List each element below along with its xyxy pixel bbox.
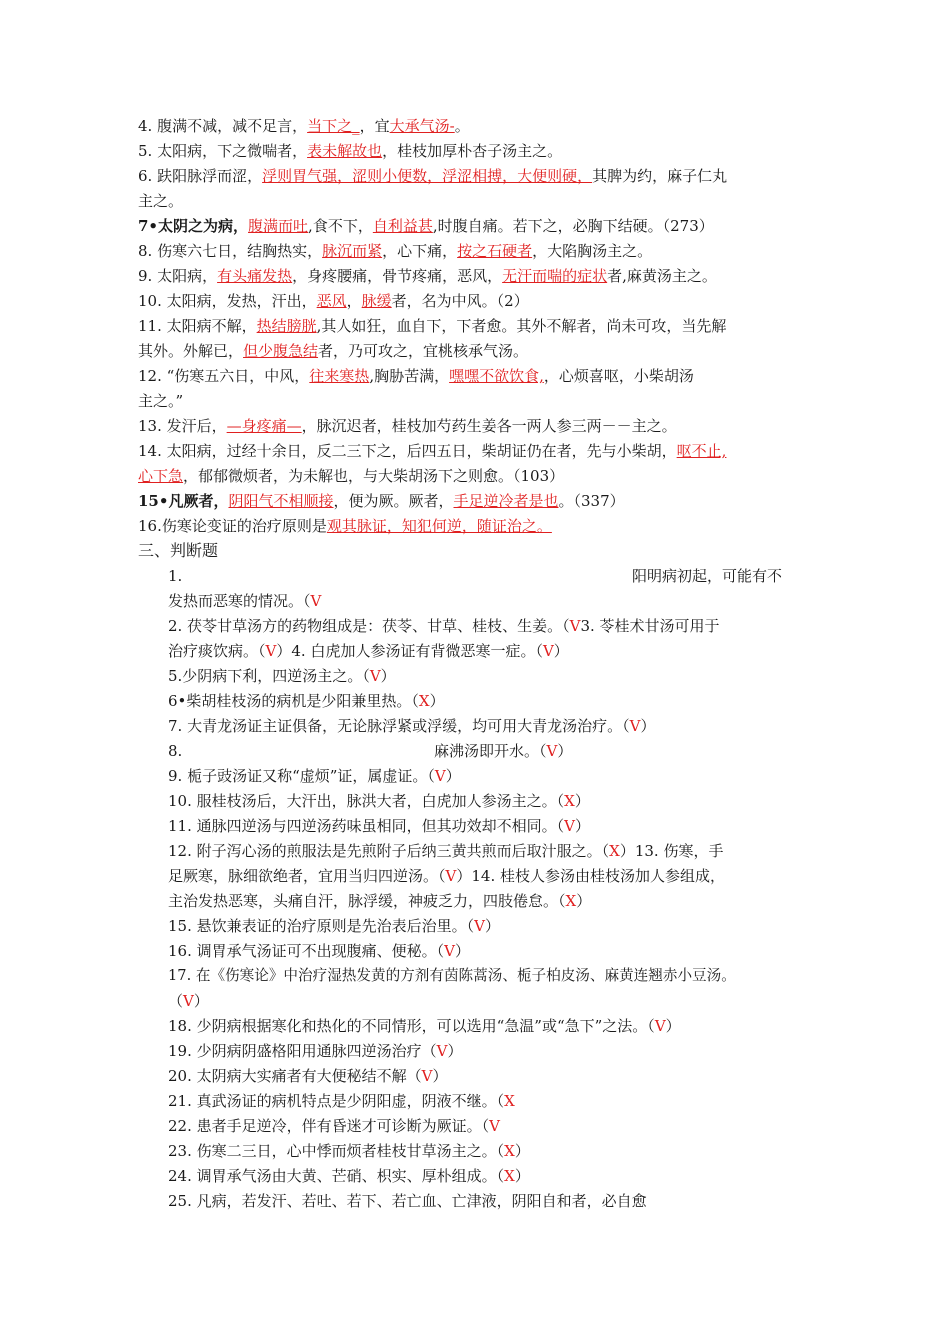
judge-j23: 23. 伤寒二三日，心中悸而烦者桂枝甘草汤主之。（X） [168,1142,530,1160]
fill-q8: 8. 伤寒六七日，结胸热实，脉沉而紧，心下痛，按之石硬者，大陷胸汤主之。 [138,242,653,260]
true-mark: V [436,1042,448,1060]
fill-q13: 13. 发汗后，—身疼痛—，脉沉迟者，桂枝加芍药生姜各一两人参三两－－主之。 [138,417,677,435]
fill-q14-line2: 心下急，郁郁微烦者，为未解也，与大柴胡汤下之则愈。（103） [138,467,565,485]
judge-j7: 7. 大青龙汤证主证俱备，无论脉浮紧或浮缓，均可用大青龙汤治疗。（V） [168,717,656,735]
judge-j5: 5.少阴病下利，四逆汤主之。（V） [168,667,396,685]
judge-j21: 21. 真武汤证的病机特点是少阴阳虚，阴液不继。（X [168,1092,515,1110]
judge-j24: 24. 调胃承气汤由大黄、芒硝、枳实、厚朴组成。（X） [168,1167,530,1185]
fill-q16: 16.伤寒论变证的治疗原则是观其脉证，知犯何逆，随证治之。 [138,517,552,535]
judge-j11: 11. 通脉四逆汤与四逆汤药味虽相同，但其功效却不相同。（V） [168,817,590,835]
answer: 当下之_ [307,117,360,135]
answer: 大承气汤- [389,117,455,135]
judge-j8-num: 8. [168,742,183,760]
judge-j22: 22. 患者手足逆冷，伴有昏迷才可诊断为厥证。（V [168,1117,500,1135]
answer: 往来寒热 [309,367,370,385]
judge-j20: 20. 太阴病大实痛者有大便秘结不解（V） [168,1067,448,1085]
answer: 按之石硬者 [457,242,533,260]
judge-j1-line1: 1. [168,567,183,585]
judge-j1-line1-right: 阳明病初起，可能有不 [632,567,783,585]
true-mark: V [369,667,381,685]
false-mark: X [609,842,620,860]
answer: 腹满而吐 [248,217,309,235]
judge-j1-line2: 发热而恶寒的情况。（V [168,592,322,610]
true-mark: V [434,767,446,785]
judge-j12-line3: 主治发热恶寒，头痛自汗，脉浮缓，神疲乏力，四肢倦怠。（X） [168,892,592,910]
fill-q12-line1: 12. “伤寒五六日，中风，往来寒热,胸胁苦满，嘿嘿不欲饮食,，心烦喜呕，小柴胡汤 [138,367,694,385]
fill-q7: 7•太阴之为病，腹满而吐,食不下，自利益甚,时腹自痛。若下之，必胸下结硬。（273） [138,217,714,235]
answer: 但少腹急结 [243,342,319,360]
answer: 恶风 [316,292,347,310]
answer: 嘿嘿不欲饮食, [449,367,544,385]
false-mark: X [418,692,430,710]
true-mark: V [474,917,485,935]
true-mark: V [444,942,455,960]
judge-j19: 19. 少阴病阴盛格阳用通脉四逆汤治疗（V） [168,1042,463,1060]
true-mark: V [564,817,575,835]
answer: —身疼痛— [226,417,302,435]
answer: 有头痛发热 [217,267,293,285]
true-mark: V [569,617,581,635]
fill-q15: 15•凡厥者，阴阳气不相顺接，便为厥。厥者，手足逆冷者是也。（337） [138,492,625,510]
judge-j6: 6•柴胡桂枝汤的病机是少阳兼里热。（X） [168,692,445,710]
fill-q4: 4. 腹满不减，减不足言，当下之_，宜大承气汤-。 [138,117,470,135]
answer: 无汗而喘的症状 [502,267,608,285]
judge-j15: 15. 悬饮兼表证的治疗原则是先治表后治里。（V） [168,917,500,935]
judge-j25: 25. 凡病，若发汗、若吐、若下、若亡血、亡津液，阴阳自和者，必自愈 [168,1192,647,1210]
false-mark: X [504,1092,515,1110]
false-mark: X [565,892,577,910]
true-mark: V [445,867,457,885]
judge-j9: 9. 栀子豉汤证又称“虚烦”证，属虚证。（V） [168,767,461,785]
judge-j12-line2: 足厥寒，脉细欲绝者，宜用当归四逆汤。（V）14. 桂枝人参汤由桂枝汤加人参组成， [168,867,725,885]
true-mark: V [654,1017,666,1035]
answer: 浮则胃气强，涩则小便数，浮涩相搏，大便则硬， [262,167,593,185]
judge-j18: 18. 少阴病根据寒化和热化的不同情形，可以选用“急温”或“急下”之法。（V） [168,1017,681,1035]
answer: 脉沉而紧 [322,242,383,260]
answer: 阴阳气不相顺接 [228,492,334,510]
true-mark: V [310,592,322,610]
judge-j17-line2: （V） [168,992,209,1010]
false-mark: X [504,1142,515,1160]
fill-q11-line2: 其外。外解已，但少腹急结者，乃可攻之，宜桃核承气汤。 [138,342,529,360]
answer: 热结膀胱 [256,317,317,335]
answer: 呕不止, [676,442,727,460]
fill-q11-line1: 11. 太阳病不解，热结膀胱,其人如狂，血自下，下者愈。其外不解者，尚未可攻，当先解 [138,317,727,335]
judge-j8: 麻沸汤即开水。（V） [434,742,573,760]
answer: 手足逆冷者是也 [453,492,559,510]
section-title: 三、判断题 [138,541,219,560]
true-mark: V [421,1067,433,1085]
answer: 心下急 [138,467,184,485]
false-mark: X [564,792,575,810]
fill-q10: 10. 太阳病，发热，汗出，恶风，脉缓者，名为中风。（2） [138,292,529,310]
answer: 脉缓 [361,292,392,310]
answer: 表未解故也 [307,142,383,160]
judge-j2-line2: 治疗痰饮病。（V）4. 白虎加人参汤证有背微恶寒一症。（V） [168,642,569,660]
false-mark: X [504,1167,515,1185]
fill-q14-line1: 14. 太阳病，过经十余日，反二三下之，后四五日，柴胡证仍在者，先与小柴胡，呕不止, [138,442,727,460]
judge-j17-line1: 17. 在《伤寒论》中治疗湿热发黄的方剂有茵陈蒿汤、栀子柏皮汤、麻黄连翘赤小豆汤。 [168,967,736,984]
true-mark: V [542,642,554,660]
fill-q5: 5. 太阳病，下之微喘者，表未解故也，桂枝加厚朴杏子汤主之。 [138,142,563,160]
true-mark: V [265,642,277,660]
judge-j10: 10. 服桂枝汤后，大汗出，脉洪大者，白虎加人参汤主之。（X） [168,792,590,810]
true-mark: V [183,992,194,1010]
fill-q6-line2: 主之。 [138,192,184,210]
judge-j2-line1: 2. 茯苓甘草汤方的药物组成是：茯苓、甘草、桂枝、生姜。（V3. 苓桂术甘汤可用于 [168,617,720,635]
fill-q12-line2: 主之。” [138,392,184,410]
true-mark: V [629,717,641,735]
answer: 自利益甚 [372,217,433,235]
true-mark: V [489,1117,500,1135]
fill-q6-line1: 6. 趺阳脉浮而涩，浮则胃气强，涩则小便数，浮涩相搏，大便则硬，其脾为约，麻子仁丸 [138,167,728,185]
judge-j16: 16. 调胃承气汤证可不出现腹痛、便秘。（V） [168,942,470,960]
answer: 观其脉证，知犯何逆，随证治之。 [326,517,552,535]
judge-j12-line1: 12. 附子泻心汤的煎服法是先煎附子后纳三黄共煎而后取汁服之。（X）13. 伤寒，手 [168,842,724,860]
fill-q9: 9. 太阳病，有头痛发热，身疼腰痛，骨节疼痛，恶风，无汗而喘的症状者,麻黄汤主之。 [138,267,717,285]
true-mark: V [546,742,558,760]
